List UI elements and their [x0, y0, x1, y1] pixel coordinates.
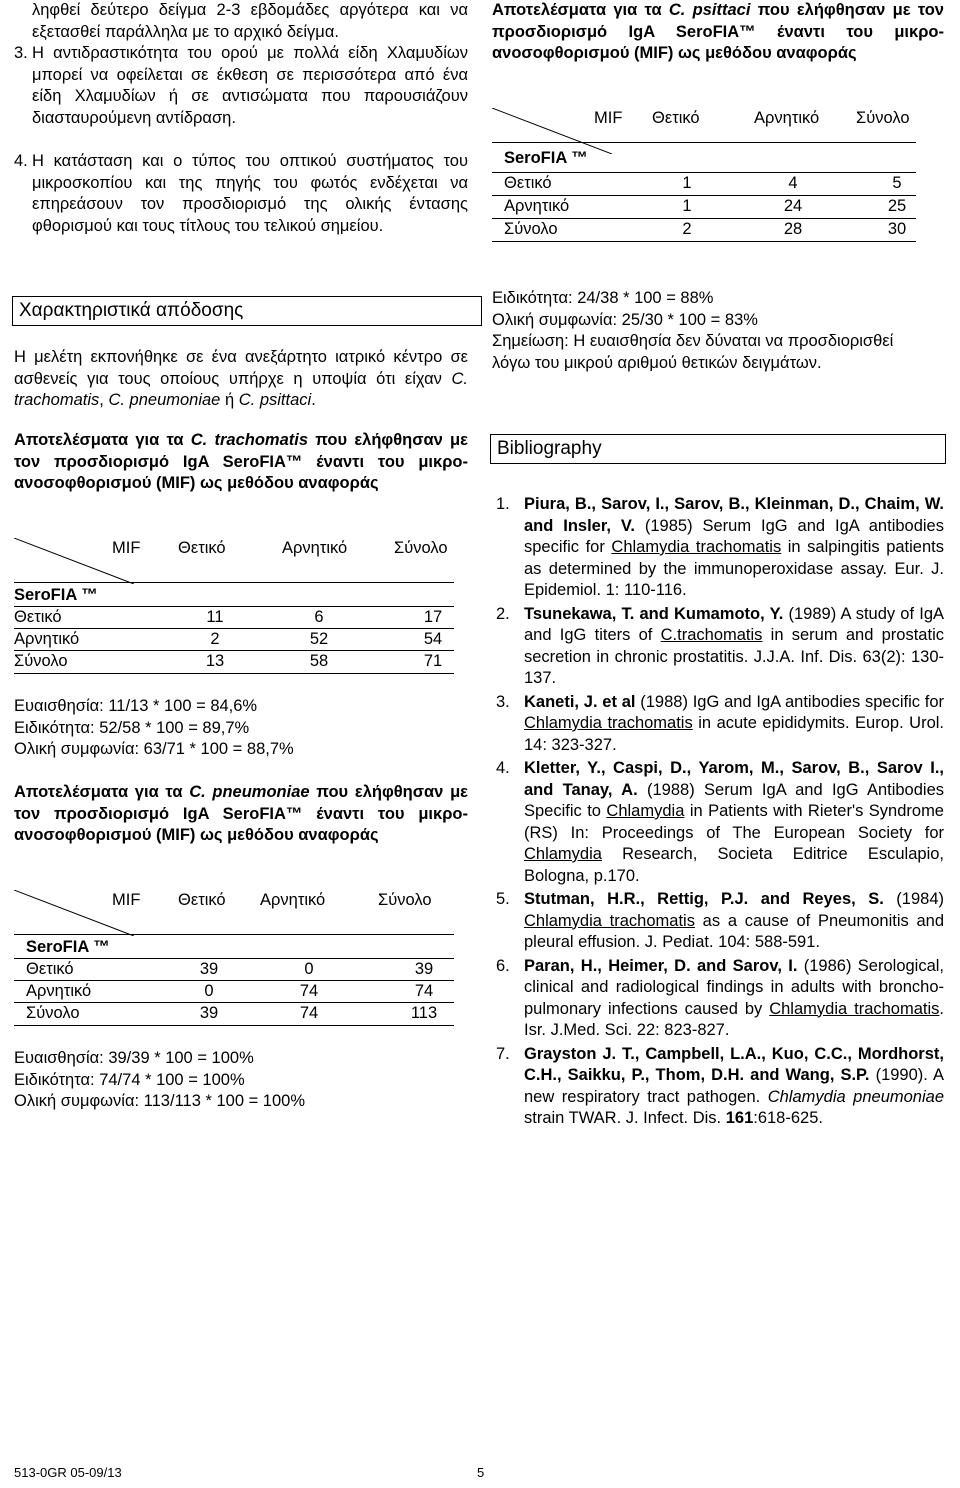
- trachomatis-results-title: Αποτελέσματα για τα C. trachomatis που ελήφθησαν με τον προσδιορισμό IgA SeroFIA™ έναντι του μικρο-ανοσοφθορισμού (MIF) ως μεθόδου αναφοράς: [14, 431, 468, 492]
- header-positive: Θετικό: [178, 891, 226, 909]
- header-positive: Θετικό: [178, 539, 226, 557]
- header-rule: [492, 142, 916, 143]
- psittaci-results-title: Αποτελέσματα για τα C. psittaci που ελήφθησαν με τον προσδιορισμό IgA SeroFIA™ έναντι του μικρο-ανοσοφθορισμού (MIF) ως μεθόδου αναφοράς: [492, 1, 944, 62]
- list-item: 7. Grayston J. T., Campbell, L.A., Kuo, C.C., Mordhorst, C.H., Saikku, P., Thom, D.H. and Wang, S.P. (1990). A new respiratory tract pathogen. Chlamydia pneumoniae strain TWAR. J. Infect. Dis. 161:618-625.: [496, 1044, 945, 1127]
- table-row: Σύνολο 2 28 30: [492, 218, 916, 242]
- trachomatis-stats: Ευαισθησία: 11/13 * 100 = 84,6% Ειδικότητα: 52/58 * 100 = 89,7% Ολική συμφωνία: 63/71 * 100 = 88,7%: [14, 697, 294, 758]
- document-code: 513-0GR 05-09/13: [14, 1465, 122, 1480]
- page-number: 5: [477, 1465, 485, 1480]
- intro-continuation: ληφθεί δεύτερο δείγμα 2-3 εβδομάδες αργότερα και να εξετασθεί παράλληλα με το αρχικό δείγμα.: [32, 1, 468, 41]
- table-row: Αρνητικό 2 52 54: [14, 628, 454, 629]
- list-item: 5. Stutman, H.R., Rettig, P.J. and Reyes, S. (1984) Chlamydia trachomatis as a cause of Pneumonitis and pleural effusion. J. Pediat. 104: 588-591.: [496, 890, 945, 951]
- bibliography-heading: Bibliography: [490, 434, 946, 464]
- table-row: Θετικό 11 6 17: [14, 606, 454, 607]
- list-item: 6. Paran, H., Heimer, D. and Sarov, I. (1986) Serological, clinical and radiological findings in adults with broncho- pulmonary infections caused by Chlamydia trachomatis. Isr. J.Med. Sci. 22: 823-827.: [496, 956, 945, 1039]
- trachomatis-table: [14, 538, 464, 674]
- header-serofia: SeroFIA ™: [14, 586, 98, 604]
- header-positive: Θετικό: [652, 109, 700, 127]
- table-row: Θετικό 1 4 5: [492, 172, 916, 173]
- psittaci-stats: Ειδικότητα: 24/38 * 100 = 88% Ολική συμφωνία: 25/30 * 100 = 83% Σημείωση: Η ευαισθησία δεν δύναται να προσδιορισθεί λόγω του μικρού αριθμού θετικών δειγμάτων.: [492, 289, 894, 372]
- pneumoniae-stats: Ευαισθησία: 39/39 * 100 = 100% Ειδικότητα: 74/74 * 100 = 100% Ολική συμφωνία: 113/113 * 100 = 100%: [14, 1049, 305, 1110]
- header-total: Σύνολο: [394, 539, 448, 557]
- header-mif: MIF: [112, 891, 141, 909]
- header-rule: [14, 582, 454, 583]
- pneumoniae-results-title: Αποτελέσματα για τα C. pneumoniae που ελήφθησαν με τον προσδιορισμό IgA SeroFIA™ έναντι του μικρο-ανοσοφθορισμού (MIF) ως μεθόδου αναφοράς: [14, 783, 468, 844]
- performance-heading: Χαρακτηριστικά απόδοσης: [12, 296, 482, 326]
- list-item-3: 3. Η αντιδραστικότητα του ορού με πολλά είδη Χλαμυδίων μπορεί να οφείλεται σε έκθεση σε περισσότερα από ένα είδη Χλαμυδίων ή σε αντισώματα που παρουσιάζουν διασταυρούμενη αντίδραση.: [14, 44, 468, 127]
- table-row: Αρνητικό 1 24 25: [492, 195, 916, 196]
- reference-list: [496, 494, 944, 1132]
- header-mif: MIF: [594, 109, 623, 127]
- performance-text: Η μελέτη εκπονήθηκε σε ένα ανεξάρτητο ιατρικό κέντρο σε ασθενείς για τους οποίους υπήρχε η υποψία ότι είχαν C. trachomatis, C. pneumoniae ή C. psittaci.: [14, 348, 468, 409]
- table-row: Σύνολο 13 58 71: [14, 650, 454, 674]
- header-negative: Αρνητικό: [282, 539, 348, 557]
- list-item-4: 4. Η κατάσταση και ο τύπος του οπτικού συστήματος του μικροσκοπίου και της πηγής του φωτός ενδέχεται να επηρεάσουν τον προσδιορισμό της ολικής έντασης φθορισμού και τους τίτλους του τελικού σημείου.: [14, 152, 468, 235]
- table-row: Αρνητικό 0 74 74: [14, 980, 454, 981]
- list-item: 2. Tsunekawa, T. and Kumamoto, Y. (1989) A study of IgA and IgG titers of C.trachomatis in serum and prostatic secretion in chronic prostatitis. J.J.A. Inf. Dis. 63(2): 130-137.: [496, 604, 944, 687]
- list-item: 3. Kaneti, J. et al (1988) IgG and IgA antibodies specific for Chlamydia trachomatis in acute epididymits. Europ. Urol. 14: 323-327.: [496, 692, 945, 754]
- header-rule: [14, 934, 454, 935]
- header-negative: Αρνητικό: [260, 891, 326, 909]
- list-item: 1. Piura, B., Sarov, I., Sarov, B., Kleinman, D., Chaim, W. and Insler, V. (1985) Serum IgG and IgA antibodies specific for Chlamydia trachomatis in salpingitis patients as determined by the immunoperoxidase assay. Eur. J. Epidemiol. 1: 110-116.: [496, 495, 944, 599]
- list-item: 4. Kletter, Y., Caspi, D., Yarom, M., Sarov, B., Sarov I., and Tanay, A. (1988) Serum IgA and IgG Antibodies Specific to Chlamydia in Patients with Rieter's Syndrome (RS) In: Proceedings of The European Society for Chlamydia Research, Societa Editrice Esculapio, Bologna, p.170.: [496, 759, 945, 885]
- table-row: Σύνολο 39 74 113: [14, 1002, 454, 1026]
- header-mif: MIF: [112, 539, 141, 557]
- header-total: Σύνολο: [856, 109, 910, 127]
- header-serofia: SeroFIA ™: [26, 938, 110, 956]
- header-negative: Αρνητικό: [754, 109, 820, 127]
- header-serofia: SeroFIA ™: [504, 149, 588, 167]
- psittaci-table: [492, 108, 922, 242]
- pneumoniae-table: [14, 890, 464, 1026]
- table-row: Θετικό 39 0 39: [14, 958, 454, 959]
- header-total: Σύνολο: [378, 891, 432, 909]
